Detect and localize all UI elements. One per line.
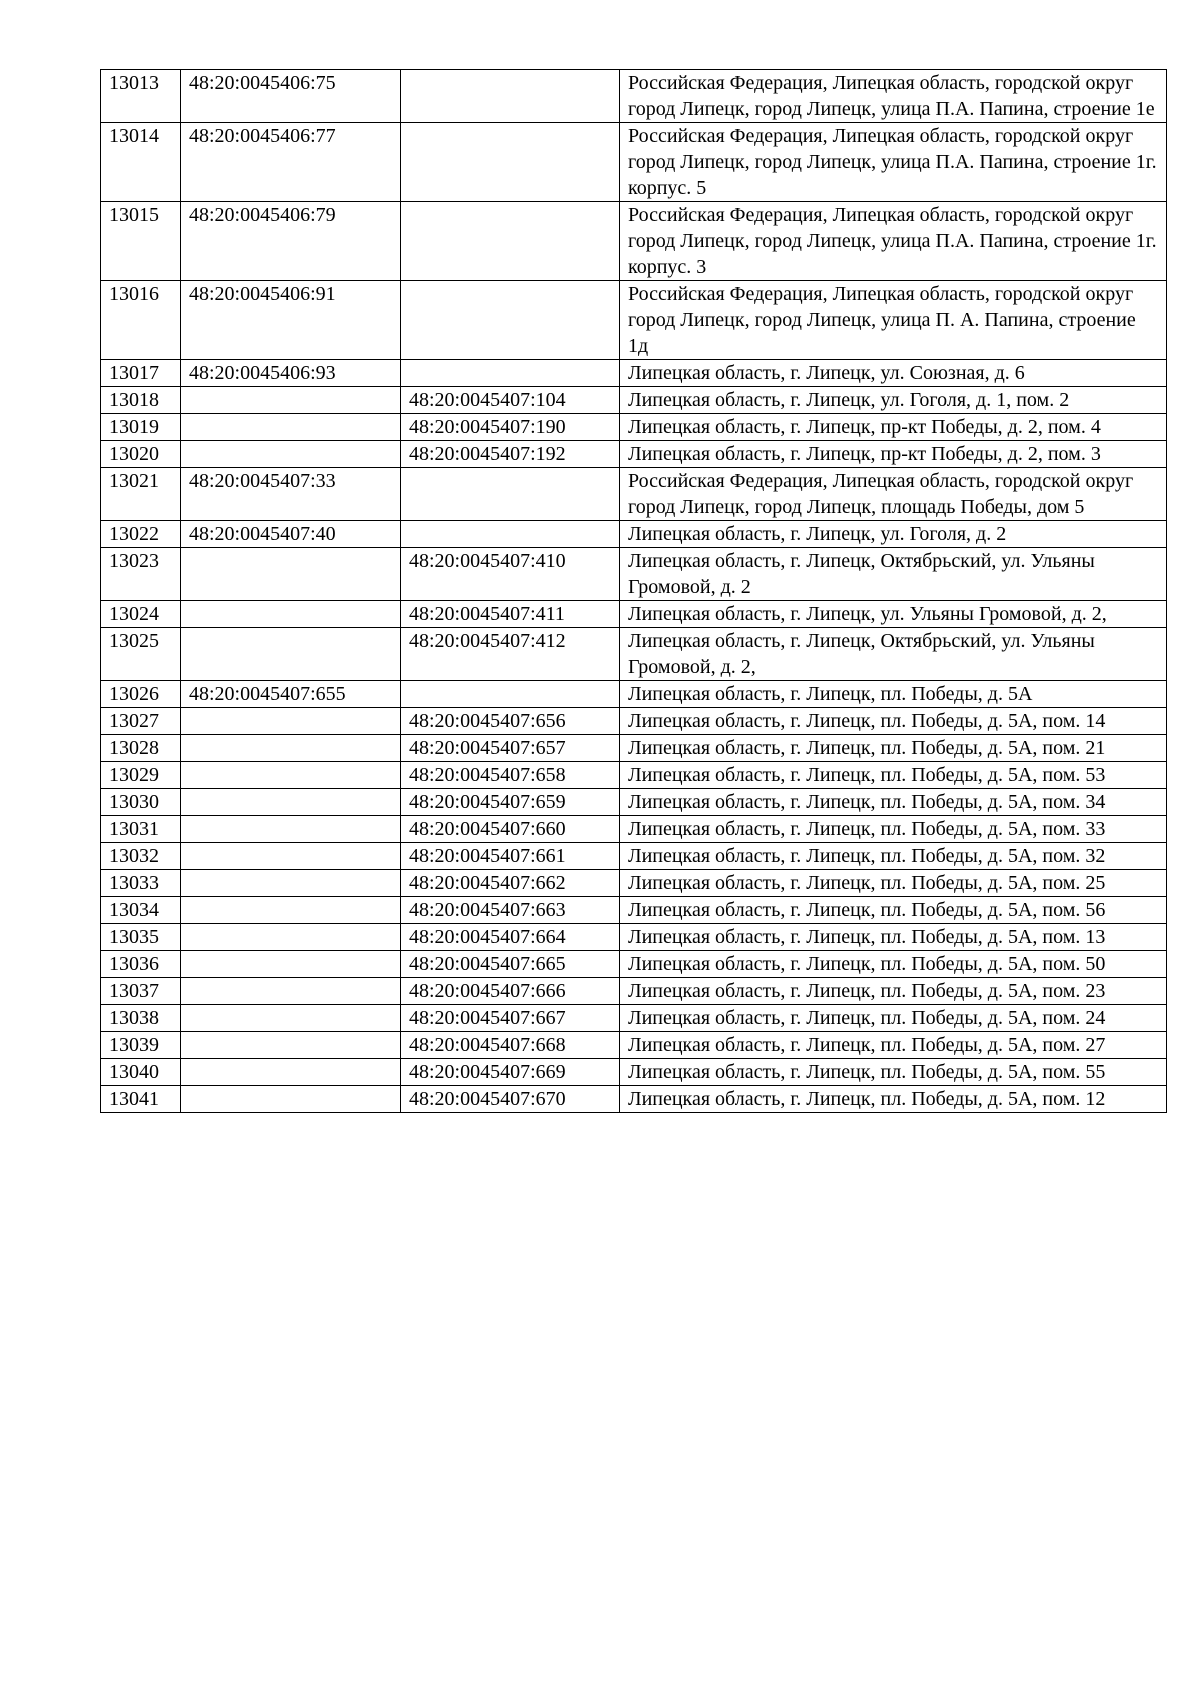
object-cadastral-cell: 48:20:0045407:669 bbox=[401, 1059, 620, 1086]
row-number-cell: 13013 bbox=[101, 70, 181, 123]
row-number-cell: 13017 bbox=[101, 360, 181, 387]
address-cell: Липецкая область, г. Липецк, пр-кт Победы, д. 2, пом. 3 bbox=[620, 441, 1167, 468]
object-cadastral-cell: 48:20:0045407:664 bbox=[401, 924, 620, 951]
row-number-cell: 13041 bbox=[101, 1086, 181, 1113]
address-cell: Российская Федерация, Липецкая область, городской округ город Липецк, город Липецк, улица П. А. Папина, строение 1д bbox=[620, 281, 1167, 360]
row-number-cell: 13022 bbox=[101, 521, 181, 548]
row-number-cell: 13019 bbox=[101, 414, 181, 441]
row-number-cell: 13029 bbox=[101, 762, 181, 789]
address-cell: Липецкая область, г. Липецк, ул. Гоголя, д. 1, пом. 2 bbox=[620, 387, 1167, 414]
row-number-cell: 13016 bbox=[101, 281, 181, 360]
row-number-cell: 13027 bbox=[101, 708, 181, 735]
table-row bbox=[101, 1059, 1167, 1086]
land-cadastral-cell bbox=[181, 978, 401, 1005]
table-row bbox=[101, 789, 1167, 816]
table-row bbox=[101, 951, 1167, 978]
table-row bbox=[101, 202, 1167, 281]
land-cadastral-cell bbox=[181, 816, 401, 843]
address-cell: Липецкая область, г. Липецк, пл. Победы, д. 5А, пом. 55 bbox=[620, 1059, 1167, 1086]
row-number-cell: 13023 bbox=[101, 548, 181, 601]
table-row bbox=[101, 708, 1167, 735]
row-number-cell: 13032 bbox=[101, 843, 181, 870]
row-number-cell: 13021 bbox=[101, 468, 181, 521]
table-row bbox=[101, 628, 1167, 681]
row-number-cell: 13030 bbox=[101, 789, 181, 816]
object-cadastral-cell: 48:20:0045407:670 bbox=[401, 1086, 620, 1113]
land-cadastral-cell: 48:20:0045406:79 bbox=[181, 202, 401, 281]
address-cell: Российская Федерация, Липецкая область, городской округ город Липецк, город Липецк, улица П.А. Папина, строение 1г. корпус. 5 bbox=[620, 123, 1167, 202]
object-cadastral-cell: 48:20:0045407:659 bbox=[401, 789, 620, 816]
object-cadastral-cell bbox=[401, 468, 620, 521]
table-row bbox=[101, 924, 1167, 951]
object-cadastral-cell: 48:20:0045407:657 bbox=[401, 735, 620, 762]
row-number-cell: 13028 bbox=[101, 735, 181, 762]
object-cadastral-cell: 48:20:0045407:412 bbox=[401, 628, 620, 681]
object-cadastral-cell bbox=[401, 281, 620, 360]
table-row bbox=[101, 414, 1167, 441]
land-cadastral-cell bbox=[181, 708, 401, 735]
table-row bbox=[101, 735, 1167, 762]
object-cadastral-cell: 48:20:0045407:411 bbox=[401, 601, 620, 628]
land-cadastral-cell bbox=[181, 414, 401, 441]
land-cadastral-cell: 48:20:0045407:33 bbox=[181, 468, 401, 521]
object-cadastral-cell bbox=[401, 70, 620, 123]
land-cadastral-cell bbox=[181, 951, 401, 978]
row-number-cell: 13025 bbox=[101, 628, 181, 681]
table-row bbox=[101, 897, 1167, 924]
table-row bbox=[101, 281, 1167, 360]
object-cadastral-cell bbox=[401, 521, 620, 548]
cadastral-table bbox=[100, 69, 1167, 1113]
land-cadastral-cell bbox=[181, 924, 401, 951]
row-number-cell: 13037 bbox=[101, 978, 181, 1005]
address-cell: Липецкая область, г. Липецк, пл. Победы, д. 5А, пом. 34 bbox=[620, 789, 1167, 816]
land-cadastral-cell: 48:20:0045406:91 bbox=[181, 281, 401, 360]
address-cell: Липецкая область, г. Липецк, пл. Победы, д. 5А, пом. 14 bbox=[620, 708, 1167, 735]
row-number-cell: 13038 bbox=[101, 1005, 181, 1032]
land-cadastral-cell bbox=[181, 762, 401, 789]
table-row bbox=[101, 978, 1167, 1005]
row-number-cell: 13040 bbox=[101, 1059, 181, 1086]
object-cadastral-cell: 48:20:0045407:663 bbox=[401, 897, 620, 924]
table-row bbox=[101, 681, 1167, 708]
table-row bbox=[101, 1032, 1167, 1059]
land-cadastral-cell bbox=[181, 897, 401, 924]
address-cell: Липецкая область, г. Липецк, пл. Победы, д. 5А, пом. 23 bbox=[620, 978, 1167, 1005]
address-cell: Липецкая область, г. Липецк, пл. Победы, д. 5А, пом. 25 bbox=[620, 870, 1167, 897]
table-row bbox=[101, 70, 1167, 123]
row-number-cell: 13024 bbox=[101, 601, 181, 628]
row-number-cell: 13039 bbox=[101, 1032, 181, 1059]
table-row bbox=[101, 1086, 1167, 1113]
land-cadastral-cell: 48:20:0045406:75 bbox=[181, 70, 401, 123]
document-page bbox=[100, 69, 1166, 1113]
address-cell: Липецкая область, г. Липецк, пл. Победы, д. 5А, пом. 53 bbox=[620, 762, 1167, 789]
table-row bbox=[101, 548, 1167, 601]
table-row bbox=[101, 441, 1167, 468]
land-cadastral-cell bbox=[181, 628, 401, 681]
row-number-cell: 13015 bbox=[101, 202, 181, 281]
land-cadastral-cell bbox=[181, 1059, 401, 1086]
land-cadastral-cell: 48:20:0045406:77 bbox=[181, 123, 401, 202]
address-cell: Липецкая область, г. Липецк, пл. Победы, д. 5А, пом. 12 bbox=[620, 1086, 1167, 1113]
object-cadastral-cell: 48:20:0045407:665 bbox=[401, 951, 620, 978]
land-cadastral-cell bbox=[181, 387, 401, 414]
address-cell: Российская Федерация, Липецкая область, городской округ город Липецк, город Липецк, площадь Победы, дом 5 bbox=[620, 468, 1167, 521]
address-cell: Российская Федерация, Липецкая область, городской округ город Липецк, город Липецк, улица П.А. Папина, строение 1г. корпус. 3 bbox=[620, 202, 1167, 281]
table-row bbox=[101, 468, 1167, 521]
object-cadastral-cell: 48:20:0045407:656 bbox=[401, 708, 620, 735]
object-cadastral-cell: 48:20:0045407:192 bbox=[401, 441, 620, 468]
land-cadastral-cell bbox=[181, 601, 401, 628]
address-cell: Российская Федерация, Липецкая область, городской округ город Липецк, город Липецк, улица П.А. Папина, строение 1е bbox=[620, 70, 1167, 123]
row-number-cell: 13036 bbox=[101, 951, 181, 978]
row-number-cell: 13035 bbox=[101, 924, 181, 951]
land-cadastral-cell bbox=[181, 1032, 401, 1059]
address-cell: Липецкая область, г. Липецк, ул. Ульяны Громовой, д. 2, bbox=[620, 601, 1167, 628]
object-cadastral-cell: 48:20:0045407:190 bbox=[401, 414, 620, 441]
row-number-cell: 13014 bbox=[101, 123, 181, 202]
object-cadastral-cell: 48:20:0045407:666 bbox=[401, 978, 620, 1005]
row-number-cell: 13018 bbox=[101, 387, 181, 414]
land-cadastral-cell bbox=[181, 1086, 401, 1113]
table-row bbox=[101, 387, 1167, 414]
address-cell: Липецкая область, г. Липецк, пл. Победы, д. 5А, пом. 21 bbox=[620, 735, 1167, 762]
address-cell: Липецкая область, г. Липецк, пл. Победы, д. 5А, пом. 50 bbox=[620, 951, 1167, 978]
address-cell: Липецкая область, г. Липецк, пл. Победы, д. 5А, пом. 32 bbox=[620, 843, 1167, 870]
object-cadastral-cell: 48:20:0045407:410 bbox=[401, 548, 620, 601]
address-cell: Липецкая область, г. Липецк, пл. Победы, д. 5А bbox=[620, 681, 1167, 708]
land-cadastral-cell bbox=[181, 441, 401, 468]
address-cell: Липецкая область, г. Липецк, Октябрьский, ул. Ульяны Громовой, д. 2 bbox=[620, 548, 1167, 601]
table-row bbox=[101, 870, 1167, 897]
address-cell: Липецкая область, г. Липецк, пл. Победы, д. 5А, пом. 24 bbox=[620, 1005, 1167, 1032]
object-cadastral-cell: 48:20:0045407:104 bbox=[401, 387, 620, 414]
row-number-cell: 13034 bbox=[101, 897, 181, 924]
land-cadastral-cell: 48:20:0045407:655 bbox=[181, 681, 401, 708]
table-row bbox=[101, 762, 1167, 789]
object-cadastral-cell: 48:20:0045407:660 bbox=[401, 816, 620, 843]
row-number-cell: 13020 bbox=[101, 441, 181, 468]
object-cadastral-cell: 48:20:0045407:667 bbox=[401, 1005, 620, 1032]
table-row bbox=[101, 601, 1167, 628]
land-cadastral-cell bbox=[181, 789, 401, 816]
land-cadastral-cell bbox=[181, 1005, 401, 1032]
address-cell: Липецкая область, г. Липецк, ул. Союзная, д. 6 bbox=[620, 360, 1167, 387]
object-cadastral-cell bbox=[401, 681, 620, 708]
address-cell: Липецкая область, г. Липецк, ул. Гоголя, д. 2 bbox=[620, 521, 1167, 548]
table-row bbox=[101, 360, 1167, 387]
land-cadastral-cell: 48:20:0045407:40 bbox=[181, 521, 401, 548]
table-row bbox=[101, 843, 1167, 870]
address-cell: Липецкая область, г. Липецк, Октябрьский, ул. Ульяны Громовой, д. 2, bbox=[620, 628, 1167, 681]
table-row bbox=[101, 521, 1167, 548]
object-cadastral-cell bbox=[401, 202, 620, 281]
row-number-cell: 13026 bbox=[101, 681, 181, 708]
address-cell: Липецкая область, г. Липецк, пл. Победы, д. 5А, пом. 56 bbox=[620, 897, 1167, 924]
address-cell: Липецкая область, г. Липецк, пл. Победы, д. 5А, пом. 27 bbox=[620, 1032, 1167, 1059]
object-cadastral-cell bbox=[401, 123, 620, 202]
address-cell: Липецкая область, г. Липецк, пл. Победы, д. 5А, пом. 33 bbox=[620, 816, 1167, 843]
table-row bbox=[101, 816, 1167, 843]
row-number-cell: 13031 bbox=[101, 816, 181, 843]
row-number-cell: 13033 bbox=[101, 870, 181, 897]
table-body bbox=[101, 70, 1167, 1113]
address-cell: Липецкая область, г. Липецк, пл. Победы, д. 5А, пом. 13 bbox=[620, 924, 1167, 951]
object-cadastral-cell: 48:20:0045407:662 bbox=[401, 870, 620, 897]
object-cadastral-cell bbox=[401, 360, 620, 387]
land-cadastral-cell bbox=[181, 548, 401, 601]
object-cadastral-cell: 48:20:0045407:668 bbox=[401, 1032, 620, 1059]
object-cadastral-cell: 48:20:0045407:661 bbox=[401, 843, 620, 870]
table-row bbox=[101, 123, 1167, 202]
address-cell: Липецкая область, г. Липецк, пр-кт Победы, д. 2, пом. 4 bbox=[620, 414, 1167, 441]
land-cadastral-cell bbox=[181, 843, 401, 870]
land-cadastral-cell: 48:20:0045406:93 bbox=[181, 360, 401, 387]
object-cadastral-cell: 48:20:0045407:658 bbox=[401, 762, 620, 789]
land-cadastral-cell bbox=[181, 870, 401, 897]
table-row bbox=[101, 1005, 1167, 1032]
land-cadastral-cell bbox=[181, 735, 401, 762]
